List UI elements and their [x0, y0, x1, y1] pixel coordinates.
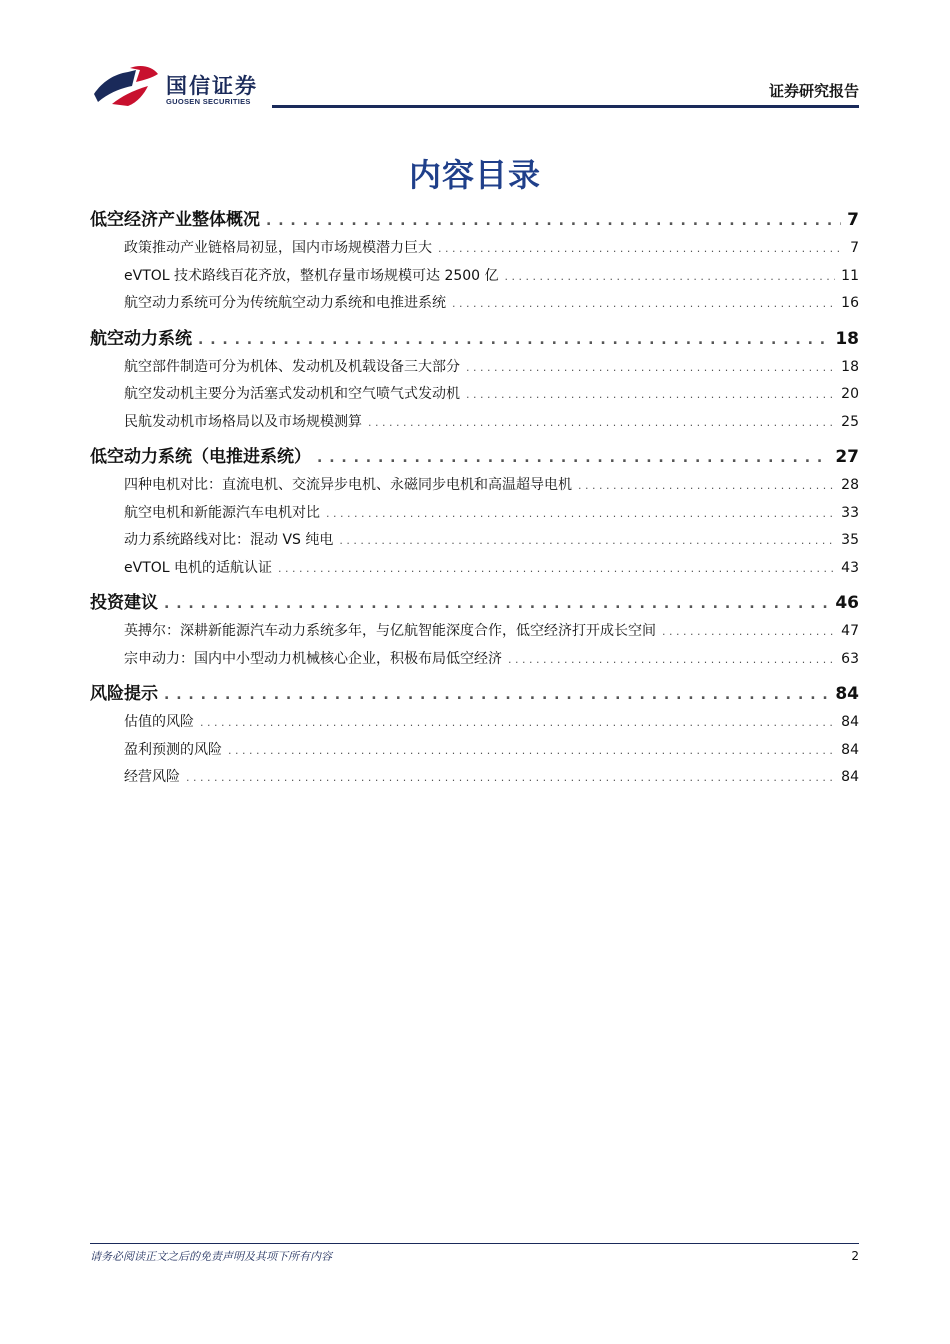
toc-entry-page: 11: [841, 267, 859, 284]
toc-dot-leader: [452, 297, 835, 310]
report-type-label: 证券研究报告: [768, 82, 859, 100]
toc-entry-page: 33: [841, 504, 859, 521]
toc-section-entry[interactable]: [90, 647, 859, 675]
toc-dot-leader: [164, 687, 829, 703]
toc-entry-page: 35: [841, 532, 859, 548]
toc-chapter-entry[interactable]: [90, 674, 859, 710]
toc-section-entry[interactable]: [90, 501, 859, 529]
toc-entry-title: eVTOL 技术路线百花齐放，整机存量市场规模可达 2500 亿: [124, 267, 499, 284]
toc-dot-leader: [339, 534, 835, 547]
toc-dot-leader: [200, 716, 835, 729]
footer-divider: [90, 1243, 859, 1244]
toc-entry-title: 航空动力系统可分为传统航空动力系统和电推进系统: [124, 295, 446, 311]
toc-entry-page: 25: [841, 413, 859, 430]
toc-chapter-entry[interactable]: [90, 319, 859, 355]
toc-entry-title: 宗申动力：国内中小型动力机械核心企业，积极布局低空经济: [124, 650, 502, 667]
toc-entry-page: 27: [835, 447, 859, 467]
toc-entry-page: 18: [835, 328, 859, 349]
toc-section-entry[interactable]: [90, 765, 859, 793]
toc-entry-title: 经营风险: [124, 769, 180, 785]
toc-chapter-entry[interactable]: [90, 437, 859, 473]
toc-entry-title: 航空部件制造可分为机体、发动机及机载设备三大部分: [124, 358, 460, 375]
toc-entry-title: eVTOL 电机的适航认证: [124, 559, 273, 576]
header-divider: [272, 105, 859, 108]
toc-section-entry[interactable]: [90, 473, 859, 501]
toc-dot-leader: [186, 771, 835, 784]
toc-entry-page: 84: [835, 684, 859, 704]
toc-dot-leader: [508, 653, 835, 666]
toc-section-entry[interactable]: [90, 738, 859, 766]
toc-dot-leader: [505, 270, 836, 283]
toc-entry-page: 63: [841, 650, 859, 667]
toc-section-entry[interactable]: [90, 556, 859, 584]
toc-chapter-entry[interactable]: [90, 583, 859, 619]
toc-section-entry[interactable]: [90, 410, 859, 438]
table-of-contents: [90, 200, 859, 793]
toc-entry-title: 盈利预测的风险: [124, 741, 222, 758]
toc-dot-leader: [317, 450, 829, 466]
logo-text-en: GUOSEN SECURITIES: [166, 97, 251, 106]
toc-dot-leader: [198, 332, 829, 348]
page-title: 内容目录: [408, 156, 541, 194]
toc-entry-page: 47: [841, 623, 859, 639]
toc-dot-leader: [278, 562, 835, 575]
toc-dot-leader: [438, 242, 844, 255]
toc-entry-title: 航空动力系统: [90, 328, 192, 349]
toc-entry-title: 航空电机和新能源汽车电机对比: [124, 504, 320, 521]
toc-entry-title: 低空经济产业整体概况: [90, 210, 260, 230]
toc-entry-page: 46: [835, 593, 859, 613]
page-number: 2: [851, 1249, 859, 1263]
toc-dot-leader: [578, 479, 835, 492]
toc-entry-page: 20: [841, 386, 859, 402]
toc-entry-title: 风险提示: [90, 684, 158, 704]
toc-dot-leader: [164, 596, 829, 612]
toc-entry-page: 16: [841, 295, 859, 311]
toc-chapter-entry[interactable]: [90, 200, 859, 236]
toc-section-entry[interactable]: [90, 619, 859, 647]
toc-dot-leader: [368, 416, 835, 429]
toc-entry-title: 动力系统路线对比：混动 VS 纯电: [124, 532, 334, 548]
toc-dot-leader: [662, 625, 835, 638]
toc-section-entry[interactable]: [90, 236, 859, 264]
toc-entry-title: 政策推动产业链格局初显，国内市场规模潜力巨大: [124, 240, 432, 256]
toc-section-entry[interactable]: [90, 710, 859, 738]
toc-section-entry[interactable]: [90, 291, 859, 319]
toc-dot-leader: [228, 744, 835, 757]
toc-entry-title: 民航发动机市场格局以及市场规模测算: [124, 413, 362, 430]
toc-entry-title: 估值的风险: [124, 714, 194, 730]
disclaimer-note: 请务必阅读正文之后的免责声明及其项下所有内容: [90, 1250, 332, 1263]
toc-section-entry[interactable]: [90, 264, 859, 292]
toc-entry-page: 84: [841, 769, 859, 785]
toc-entry-title: 航空发动机主要分为活塞式发动机和空气喷气式发动机: [124, 386, 460, 402]
toc-entry-title: 四种电机对比：直流电机、交流异步电机、永磁同步电机和高温超导电机: [124, 477, 572, 493]
toc-entry-page: 7: [850, 240, 859, 256]
toc-entry-page: 7: [847, 210, 859, 230]
toc-section-entry[interactable]: [90, 355, 859, 383]
toc-entry-page: 28: [841, 477, 859, 493]
toc-dot-leader: [266, 213, 841, 229]
toc-dot-leader: [326, 507, 835, 520]
toc-entry-page: 84: [841, 741, 859, 758]
toc-entry-page: 84: [841, 714, 859, 730]
toc-entry-title: 英搏尔：深耕新能源汽车动力系统多年，与亿航智能深度合作，低空经济打开成长空间: [124, 623, 656, 639]
toc-section-entry[interactable]: [90, 382, 859, 410]
logo-text-cn: 国信证券: [166, 74, 258, 98]
toc-entry-title: 低空动力系统（电推进系统）: [90, 447, 311, 467]
toc-entry-page: 18: [841, 358, 859, 375]
toc-entry-title: 投资建议: [90, 593, 158, 613]
toc-dot-leader: [466, 361, 835, 374]
toc-entry-page: 43: [841, 559, 859, 576]
toc-section-entry[interactable]: [90, 528, 859, 556]
toc-dot-leader: [466, 388, 835, 401]
